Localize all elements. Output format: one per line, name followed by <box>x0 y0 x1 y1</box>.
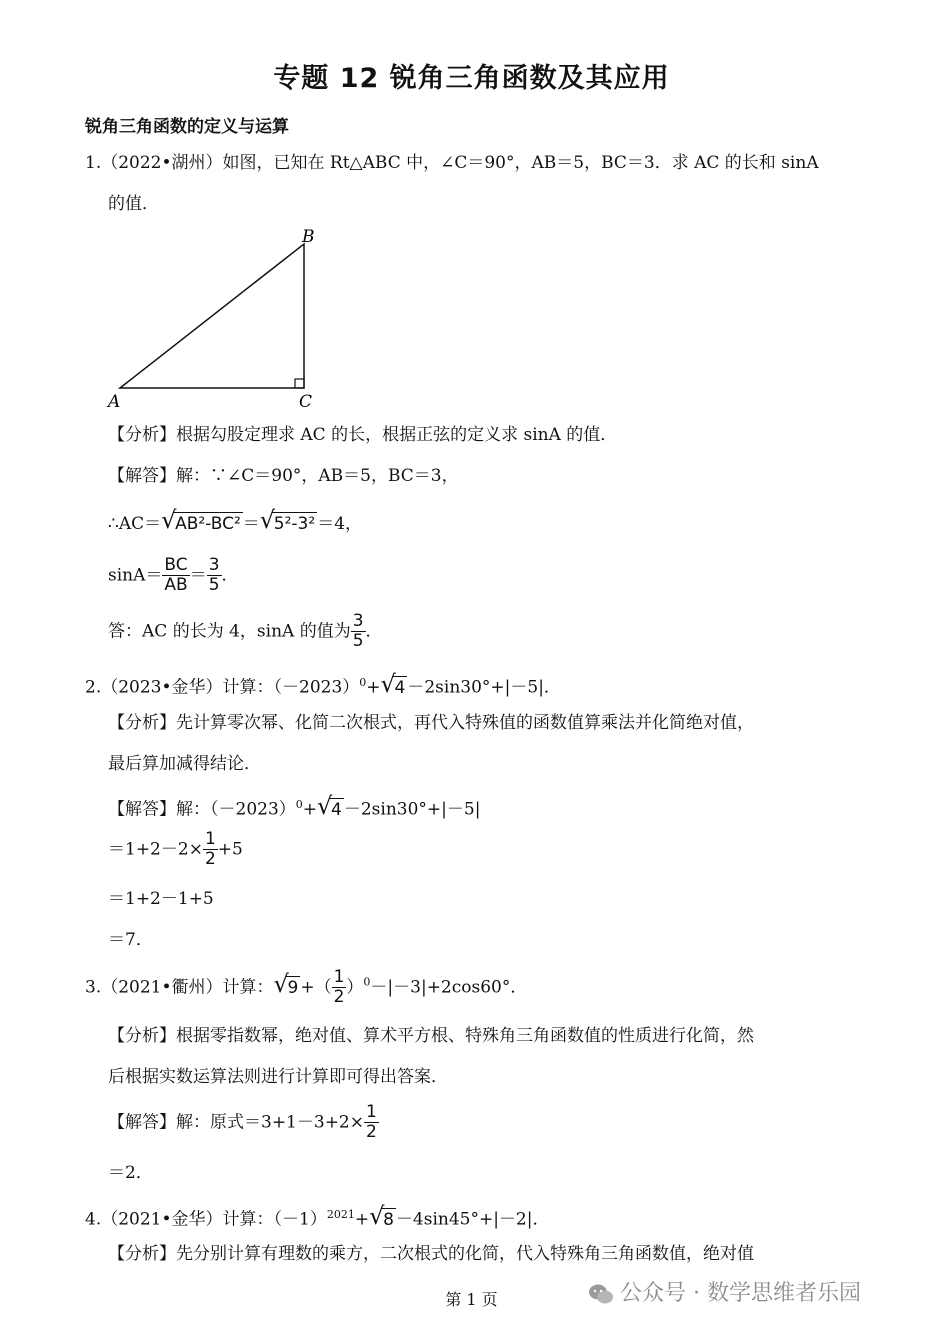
right-angle-mark <box>295 379 304 388</box>
q2-step1: ＝1+2－2× $\frac{1}{2}$ +5 <box>108 829 243 869</box>
q1-stem-line1: 1.（2022•湖州）如图，已知在 Rt△ABC 中，∠C＝90°，AB＝5，BC＝3．求 AC 的长和 sinA <box>85 153 819 173</box>
q2-stem: 2.（2023•金华）计算：$(-2023)^0+$ √ 4 －2sin30°+|－5|． <box>85 669 561 698</box>
page-title: 专题 12 锐角三角函数及其应用 <box>273 63 670 94</box>
q1-answer-line1: 【解答】解：∵∠C＝90°，AB＝5，BC＝3， <box>108 466 459 486</box>
vertex-label-a: A <box>108 392 121 412</box>
watermark <box>588 1276 861 1307</box>
sqrt-4: √ 4 <box>380 669 406 698</box>
q4-analysis: 【分析】先分别计算有理数的乘方，二次根式的化简，代入特殊角三角函数值，绝对值 <box>108 1244 754 1264</box>
q1-final-answer: 答：AC 的长为 4，sinA 的值为 $\frac{3}{5}$ ． <box>108 611 383 651</box>
fraction-half-solution: $\frac{1}{2}$ <box>366 1102 377 1142</box>
sqrt-ab-bc: √ AB²-BC² <box>161 506 241 534</box>
q3-solution: 【解答】解：原式＝3+1－3+2× $\frac{1}{2}$ <box>108 1102 377 1142</box>
watermark-text: 公众号 · 数学思维者乐园 <box>620 1281 861 1306</box>
q2-solution: 【解答】解：$(-2023)^0+$ √ 4 －2sin30°+|－5| <box>108 791 481 820</box>
q1-analysis: 【分析】根据勾股定理求 AC 的长，根据正弦的定义求 sinA 的值． <box>108 425 618 445</box>
fraction-3-5: $\frac{3}{5}$ <box>208 555 220 595</box>
q2-analysis-line2: 最后算加减得结论． <box>108 754 261 774</box>
vertex-label-b: B <box>302 227 315 247</box>
sqrt-8: √ 8 <box>369 1201 394 1230</box>
section-heading: 锐角三角函数的定义与运算 <box>85 117 289 137</box>
q3-step: ＝2． <box>108 1163 153 1183</box>
sqrt-9: √ 9 <box>273 970 299 998</box>
wechat-icon <box>588 1283 614 1305</box>
right-triangle-figure <box>100 222 330 414</box>
q2-step3: ＝7． <box>108 930 153 950</box>
q1-ac-calc: ∴AC＝ √ AB²-BC² ＝ √ 5²-3² ＝4， <box>108 506 363 534</box>
fraction-final: $\frac{3}{5}$ <box>352 611 364 651</box>
fraction-half-q3: $\frac{1}{2}$ <box>333 967 345 1007</box>
q4-stem: 4.（2021•金华）计算：$(-1)^{2021}+$ √ 8 －4sin45°+|－2|． <box>85 1201 550 1230</box>
fraction-bc-ab: $\frac{BC}{AB}$ <box>164 555 188 595</box>
q3-analysis-line2: 后根据实数运算法则进行计算即可得出答案． <box>108 1067 448 1087</box>
page-number: 第 1 页 <box>445 1290 498 1309</box>
triangle-abc <box>120 244 304 388</box>
sqrt-4-solution: √ 4 <box>317 791 342 820</box>
q2-step2: ＝1+2－1+5 <box>108 889 214 909</box>
q1-sin-calc: sinA＝ $\frac{BC}{AB}$ ＝ $\frac{3}{5}$ ． <box>108 555 239 595</box>
vertex-label-c: C <box>299 392 313 412</box>
q2-analysis-line1: 【分析】先计算零次幂、化简二次根式，再代入特殊值的函数值算乘法并化简绝对值， <box>108 713 754 733</box>
q1-stem-line2: 的值． <box>108 194 159 214</box>
q3-stem: 3.（2021•衢州）计算： √ 9 +（ $\frac{1}{2}$ ）$^0$－|－3|+2cos60°． <box>85 967 528 1007</box>
q3-analysis-line1: 【分析】根据零指数幂，绝对值、算术平方根、特殊角三角函数值的性质进行化简，然 <box>108 1026 754 1046</box>
fraction-half: $\frac{1}{2}$ <box>204 829 216 869</box>
sqrt-5-3: √ 5²-3² <box>259 506 316 534</box>
